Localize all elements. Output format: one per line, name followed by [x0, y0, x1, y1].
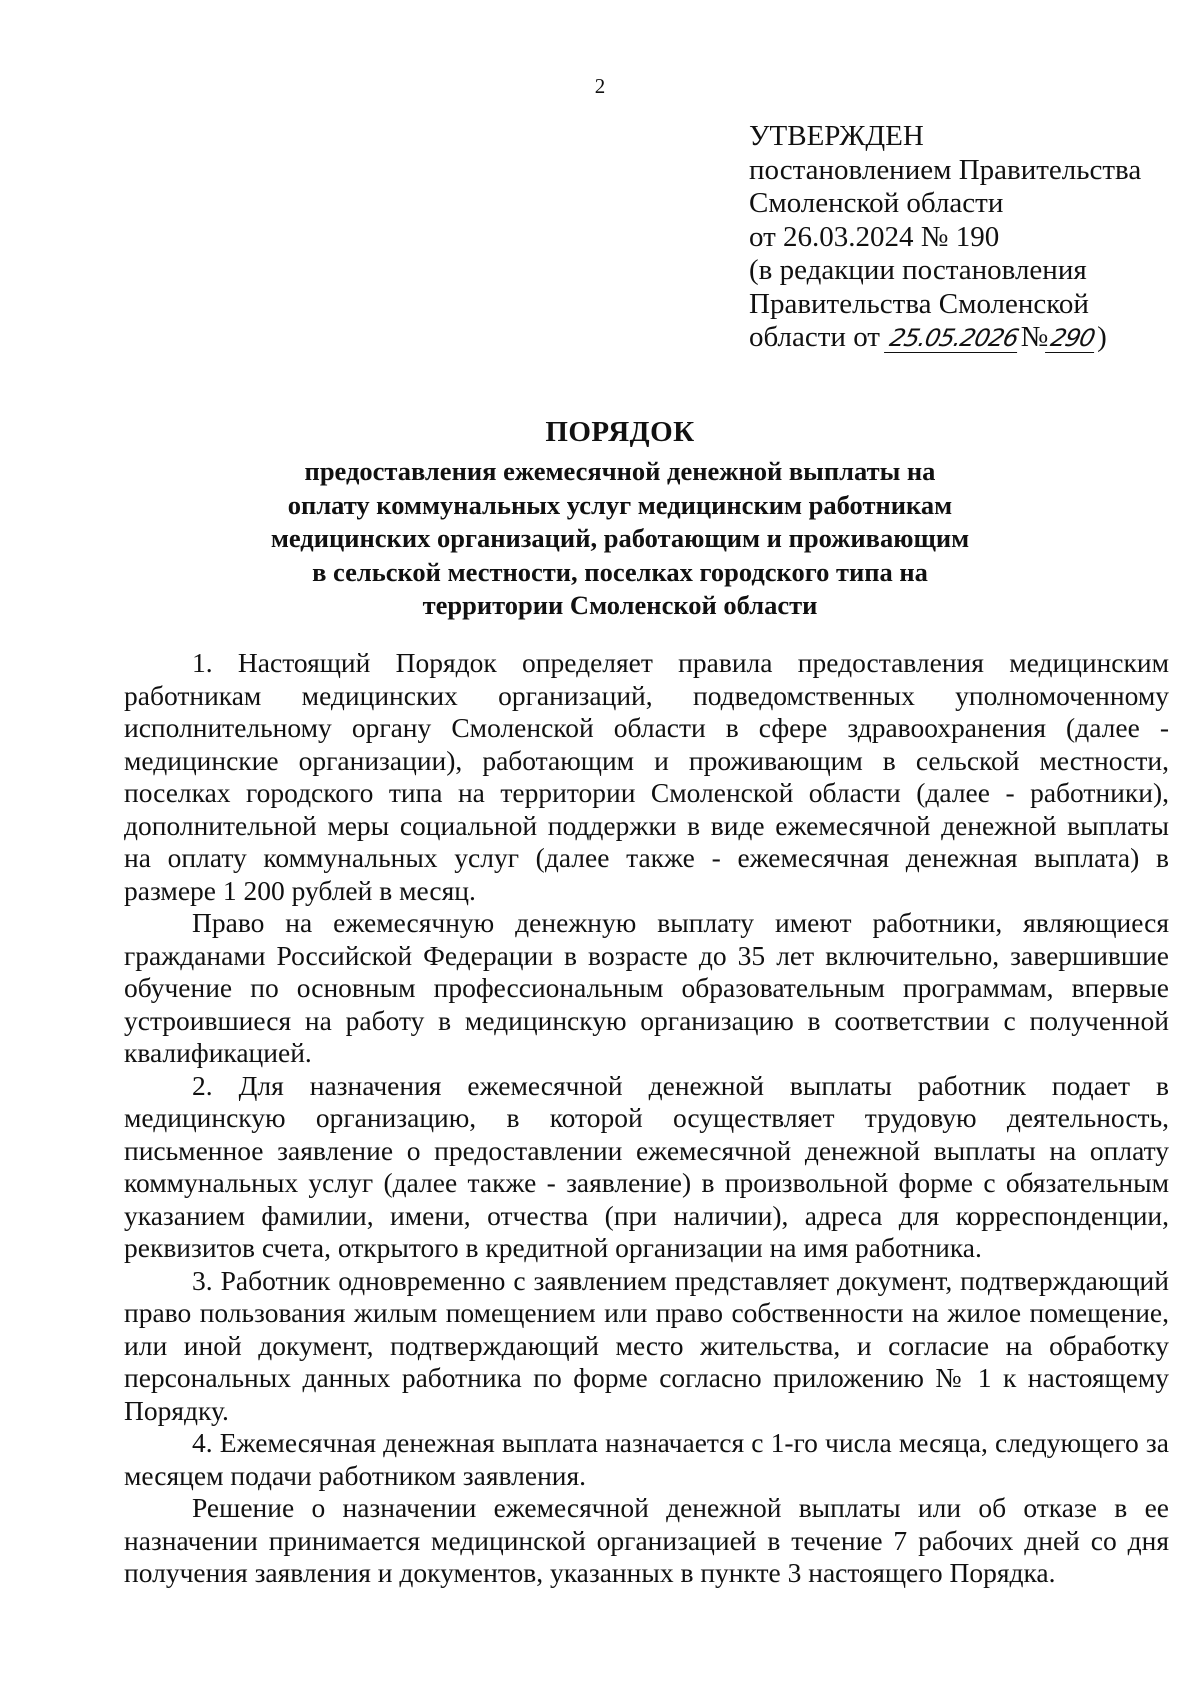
document-body [124, 647, 1169, 1590]
paragraph-2: 2. Для назначения ежемесячной денежной выплаты работник подает в медицинскую организацию, в которой осуществляет трудовую деятельность, письменное заявление о предоставлении ежемесячной денежной выплаты на оплату коммунальных услуг (далее также - заявление) в произвольной форме с обязательным указанием фамилии, имени, отчества (при наличии), адреса для корреспонденции, реквизитов счета, открытого в кредитной организации на имя работника. [124, 1069, 1169, 1263]
paragraph-3: 3. Работник одновременно с заявлением представляет документ, подтверждающий право пользования жилым помещением или право собственности на жилое помещение, или иной документ, подтверждающий место жительства, и согласие на обработку персональных данных работника по форме согласно приложению № 1 к настоящему Порядку. [124, 1264, 1169, 1426]
handwritten-number: 290 [1045, 322, 1101, 356]
approval-line: Правительства Смоленской [749, 287, 1089, 320]
subtitle-line: оплату коммунальных услуг медицинским работникам [287, 489, 953, 520]
approval-line: постановлением Правительства [749, 153, 1142, 186]
closing-paren: ) [1097, 321, 1107, 353]
approval-line: (в редакции постановления [749, 254, 1087, 286]
approval-line: от 26.03.2024 № 190 [749, 220, 1000, 253]
paragraph-4-decision: Решение о назначении ежемесячной денежной выплаты или об отказе в ее назначении принимается медицинской организацией в течение 7 рабочих дней со дня получения заявления и документов, указанных в пункте 3 настоящего Порядка. [124, 1492, 1169, 1588]
subtitle-line: в сельской местности, поселках городского типа на [312, 556, 928, 587]
subtitle-line: медицинских организаций, работающим и проживающим [270, 523, 970, 553]
page-number: 2 [594, 74, 606, 98]
document-subtitle [150, 455, 1090, 623]
document-title-block [150, 416, 1090, 623]
amendment-prefix: области от [749, 321, 880, 353]
handwritten-date: 25.05.2026 [884, 322, 1025, 356]
paragraph-1: 1. Настоящий Порядок определяет правила предоставления медицинским работникам медицинских организаций, подведомственных уполномоченному исполнительному органу Смоленской области в сфере здравоохранения (далее - медицинские организации), работающим и проживающим в сельской местности, поселках городского типа на территории Смоленской области (далее - работники), дополнительной меры социальной поддержки в виде ежемесячной денежной выплаты на оплату коммунальных услуг (далее также - ежемесячная денежная выплата) в размере 1 200 рублей в месяц. [124, 647, 1169, 906]
paragraph-4: 4. Ежемесячная денежная выплата назначается с 1-го числа месяца, следующего за месяцем подачи работником заявления. [124, 1427, 1169, 1491]
number-sign: № [1020, 321, 1049, 353]
subtitle-line: предоставления ежемесячной денежной выплаты на [304, 456, 936, 486]
approval-stamp-block [749, 120, 1169, 356]
document-title: ПОРЯДОК [545, 416, 695, 448]
paragraph-1-right: Право на ежемесячную денежную выплату имеют работники, являющиеся гражданами Российской Федерации в возрасте до 35 лет включительно, завершившие обучение по основным профессиональным образовательным программам, впервые устроившиеся на работу в медицинскую организацию в соответствии с полученной квалификацией. [124, 907, 1169, 1068]
approval-heading: УТВЕРЖДЕН [749, 120, 924, 152]
approval-amendment-line [749, 321, 1169, 356]
subtitle-line: территории Смоленской области [422, 590, 818, 620]
approval-line: Смоленской области [749, 187, 1004, 219]
